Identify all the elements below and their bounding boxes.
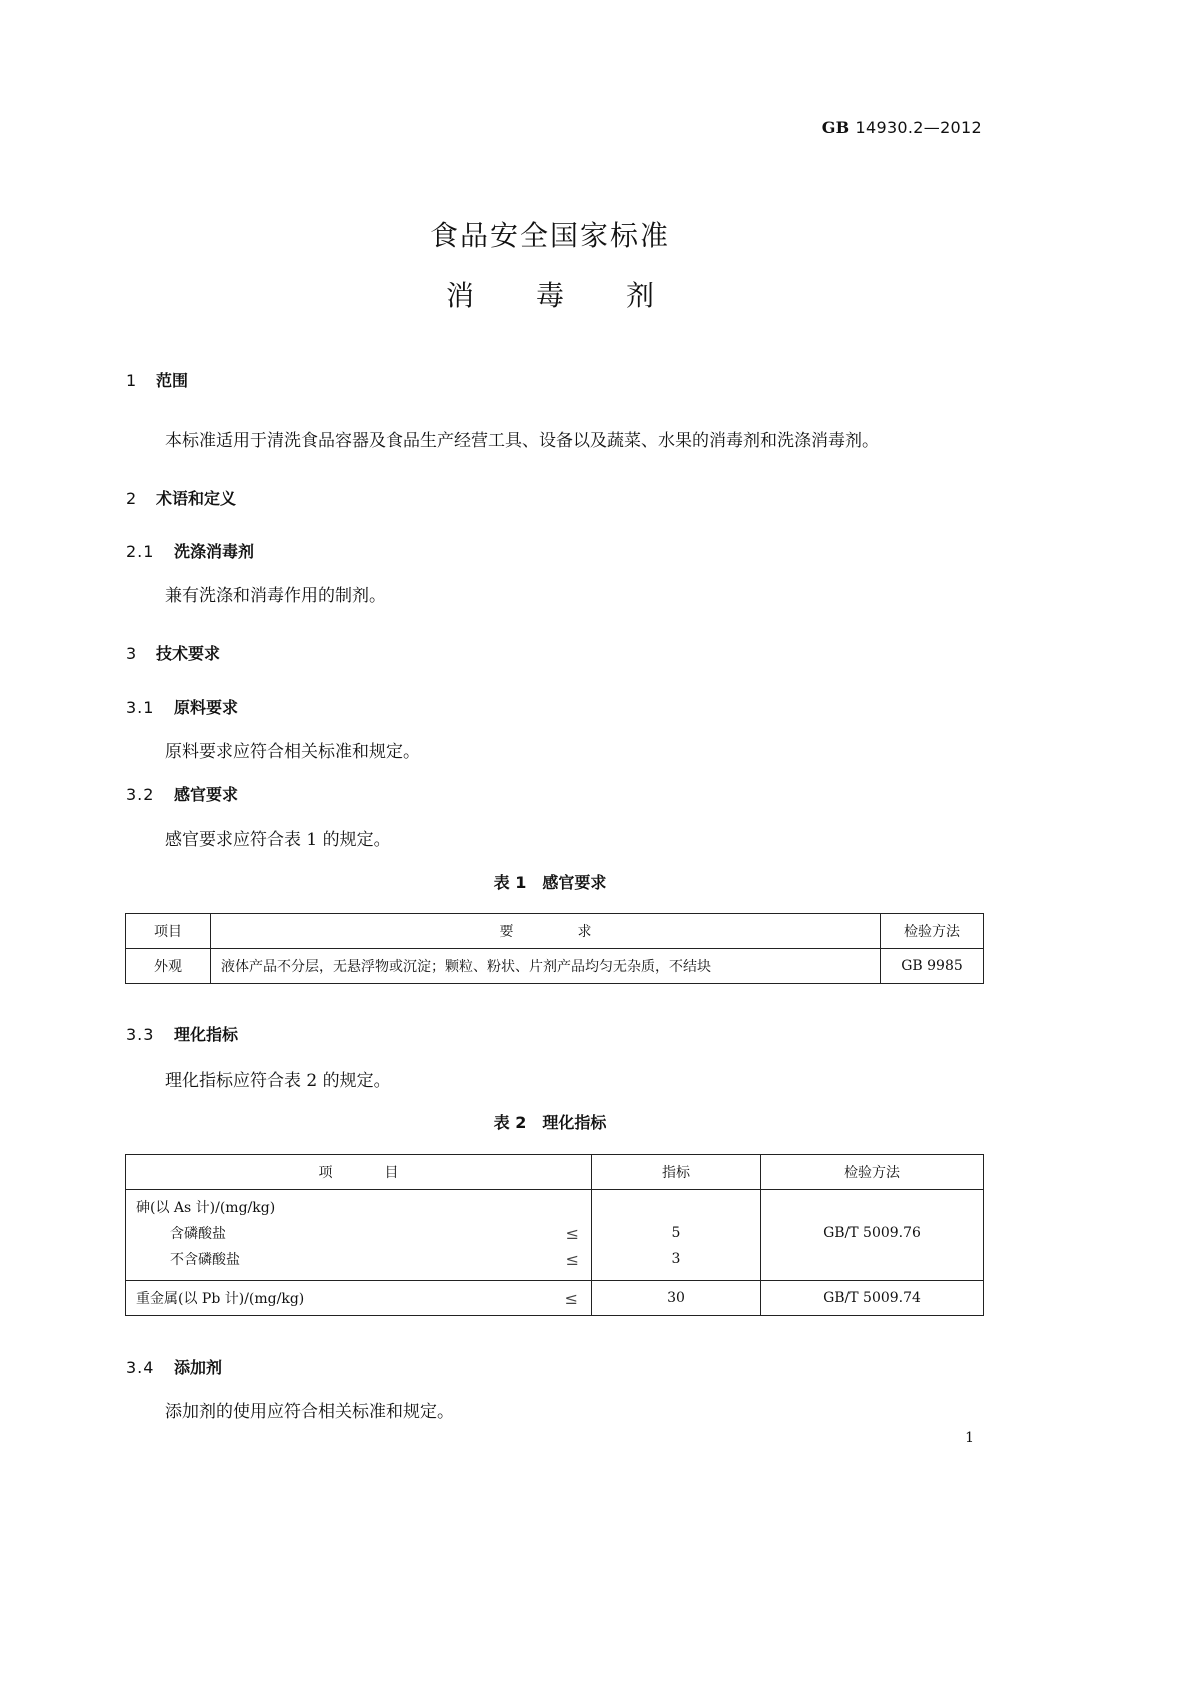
section-1-heading bbox=[126, 368, 188, 391]
table-1 bbox=[125, 913, 984, 984]
section-title: 理化指标 bbox=[174, 1025, 239, 1044]
section-number: 3.3 bbox=[126, 1025, 155, 1044]
leq-sign: ≤ bbox=[565, 1223, 579, 1243]
table-cell bbox=[126, 1281, 592, 1316]
section-3-1-heading bbox=[126, 695, 238, 718]
table-header-row bbox=[126, 914, 984, 949]
section-3-2-heading bbox=[126, 782, 238, 805]
standard-code bbox=[822, 118, 982, 137]
table-row bbox=[126, 949, 984, 984]
section-title: 添加剂 bbox=[174, 1358, 223, 1377]
leq-sign: ≤ bbox=[565, 1249, 579, 1269]
table-header: 指标 bbox=[592, 1155, 761, 1190]
heavy-metal-method: GB/T 5009.74 bbox=[761, 1281, 984, 1316]
leq-sign: ≤ bbox=[564, 1288, 578, 1308]
section-number: 3.4 bbox=[126, 1358, 155, 1377]
section-2-1-text: 兼有洗涤和消毒作用的制剂。 bbox=[165, 586, 386, 606]
heavy-metal-value: 30 bbox=[592, 1281, 761, 1316]
table-1-caption bbox=[0, 870, 1100, 893]
table-row-arsenic bbox=[126, 1190, 984, 1281]
arsenic-method: GB/T 5009.76 bbox=[823, 1225, 921, 1241]
table-header: 要求 bbox=[211, 914, 881, 949]
heavy-metal-label: 重金属(以 Pb 计)/(mg/kg) bbox=[136, 1291, 305, 1307]
table-title: 理化指标 bbox=[542, 1113, 607, 1132]
table-cell: 外观 bbox=[126, 949, 211, 984]
table-header: 项目 bbox=[126, 914, 211, 949]
arsenic-sub-row bbox=[136, 1246, 591, 1272]
section-number: 1 bbox=[126, 371, 137, 390]
document-title: 食品安全国家标准 bbox=[429, 219, 670, 252]
section-title: 感官要求 bbox=[174, 785, 239, 804]
section-number: 3.1 bbox=[126, 698, 155, 717]
section-3-heading bbox=[126, 641, 220, 664]
table-cell bbox=[761, 1190, 984, 1281]
section-3-4-text: 添加剂的使用应符合相关标准和规定。 bbox=[165, 1402, 454, 1422]
section-number: 2 bbox=[126, 489, 137, 508]
table-header: 项目 bbox=[126, 1155, 592, 1190]
section-title: 技术要求 bbox=[156, 644, 221, 663]
section-title: 洗涤消毒剂 bbox=[174, 542, 255, 561]
arsenic-sub-row bbox=[136, 1220, 591, 1246]
heavy-metal-label-row bbox=[136, 1285, 590, 1311]
table-header-row bbox=[126, 1155, 984, 1190]
section-number: 2.1 bbox=[126, 542, 155, 561]
section-3-3-heading bbox=[126, 1022, 238, 1045]
arsenic-label-row bbox=[136, 1194, 591, 1220]
table-header: 检验方法 bbox=[881, 914, 984, 949]
table-header: 检验方法 bbox=[761, 1155, 984, 1190]
table-number: 表 2 bbox=[493, 1113, 527, 1132]
section-2-1-heading bbox=[126, 539, 254, 562]
table-cell bbox=[592, 1190, 761, 1281]
standard-number: 14930.2—2012 bbox=[855, 118, 982, 137]
table-cell bbox=[126, 1190, 592, 1281]
section-title: 原料要求 bbox=[174, 698, 239, 717]
section-3-1-text: 原料要求应符合相关标准和规定。 bbox=[165, 742, 420, 762]
section-1-text: 本标准适用于清洗食品容器及食品生产经营工具、设备以及蔬菜、水果的消毒剂和洗涤消毒剂。 bbox=[165, 431, 879, 451]
table-cell: 液体产品不分层，无悬浮物或沉淀；颗粒、粉状、片剂产品均匀无杂质，不结块 bbox=[211, 949, 881, 984]
table-row-heavy-metal bbox=[126, 1281, 984, 1316]
document-subtitle: 消毒剂 bbox=[445, 279, 716, 312]
standard-prefix: GB bbox=[821, 118, 850, 137]
arsenic-sub-label: 不含磷酸盐 bbox=[170, 1252, 240, 1268]
section-title: 范围 bbox=[156, 371, 189, 390]
arsenic-value: 5 bbox=[671, 1225, 681, 1241]
arsenic-sub-label: 含磷酸盐 bbox=[170, 1226, 226, 1242]
table-2-caption bbox=[0, 1110, 1100, 1133]
section-2-heading bbox=[126, 486, 236, 509]
section-3-3-text: 理化指标应符合表 2 的规定。 bbox=[165, 1071, 391, 1091]
table-cell: GB 9985 bbox=[881, 949, 984, 984]
section-title: 术语和定义 bbox=[156, 489, 237, 508]
section-number: 3 bbox=[126, 644, 137, 663]
section-number: 3.2 bbox=[126, 785, 155, 804]
arsenic-label: 砷(以 As 计)/(mg/kg) bbox=[136, 1200, 276, 1216]
page-number: 1 bbox=[965, 1430, 974, 1446]
table-number: 表 1 bbox=[493, 873, 527, 892]
arsenic-value: 3 bbox=[671, 1251, 681, 1267]
section-3-2-text: 感官要求应符合表 1 的规定。 bbox=[165, 830, 391, 850]
table-2 bbox=[125, 1154, 984, 1316]
section-3-4-heading bbox=[126, 1355, 222, 1378]
table-title: 感官要求 bbox=[542, 873, 607, 892]
